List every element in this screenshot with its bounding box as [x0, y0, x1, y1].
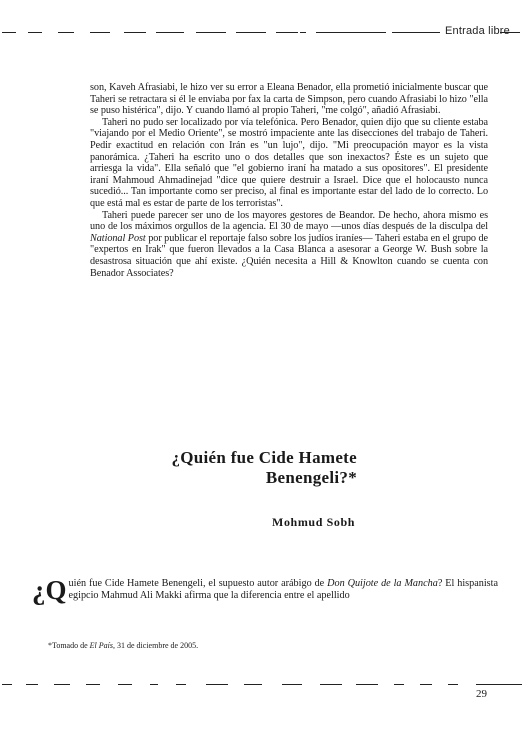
paragraph-text: por publicar el reportaje falso sobre los judíos iraníes— Taheri estaba en el grupo de "expertos en Irak" que fueron llevados a la Casa Blanca a asesorar a George W. Bush sobre la desastrosa situación que ahí existe. ¿Quién necesita a Hill & Knowlton cuando se cuenta con Benador Associates?	[90, 232, 488, 279]
intro-text: ? El hispanista egipcio Mahmud Ali Makki afirma que la diferencia entre el apellido	[68, 578, 498, 601]
intro-text: uién fue Cide Hamete Benengeli, el supuesto autor arábigo de	[68, 578, 328, 589]
article-title-line: Benengeli?*	[265, 468, 357, 487]
page-number: 29	[476, 688, 487, 700]
section-label: Entrada libre	[445, 25, 510, 37]
body-text	[90, 82, 488, 279]
article-intro	[32, 575, 498, 605]
footnote-source: El País	[89, 641, 113, 650]
footnote	[48, 641, 198, 650]
paragraph: son, Kaveh Afrasiabi, le hizo ver su error a Eleana Benador, ella prometió inicialmente buscar que Taheri se retractara si él le enviaba por fax la carta de Simpson, pero cuando Afrasiabi lo hizo "ella se puso histérica", dijo. Y cuando llamó al propio Taheri, "me colgó", añadió Afrasiabi.	[90, 82, 488, 117]
footer-rule	[0, 684, 523, 686]
article-title	[97, 448, 357, 488]
paragraph-text: Taheri puede parecer ser uno de los mayores gestores de Beandor. De hecho, ahora mismo es uno de los máximos orgullos de la agencia. El 30 de mayo —unos días después de la disculpa del	[90, 209, 488, 233]
paragraph: Taheri no pudo ser localizado por vía telefónica. Pero Benador, quien dijo que su cliente estaba "viajando por el Medio Oriente", se mostró impaciente ante las disecciones del trabajo de Taheri. Pedir exactitud en relación con Irán es "un lujo", dijo. "Mi preocupación mayor es la vista panorámica. ¿Taheri ha escrito uno o dos detalles que son inexactos? Éste es un sujeto que arriesga la vida". Ella señaló que "el gobierno iraní ha matado a sus opositores". El presidente iraní Mahmoud Ahmadinejad "dice que quiere destruir a Israel. Dice que el holocausto nunca sucedió... Tan importante como ser preciso, al final es importante estar del lado de lo correcto. Lo que está mal es estar de parte de los terroristas".	[90, 116, 488, 209]
author-name: Mohmud Sobh	[272, 515, 355, 529]
publication-name: National Post	[90, 232, 146, 244]
drop-cap: ¿Q	[32, 575, 67, 605]
footnote-text: *Tomado de	[48, 641, 90, 650]
book-title: Don Quijote de la Mancha	[327, 578, 438, 589]
article-title-line: ¿Quién fue Cide Hamete	[171, 448, 357, 467]
paragraph	[90, 210, 488, 280]
footnote-text: , 31 de diciembre de 2005.	[113, 641, 199, 650]
